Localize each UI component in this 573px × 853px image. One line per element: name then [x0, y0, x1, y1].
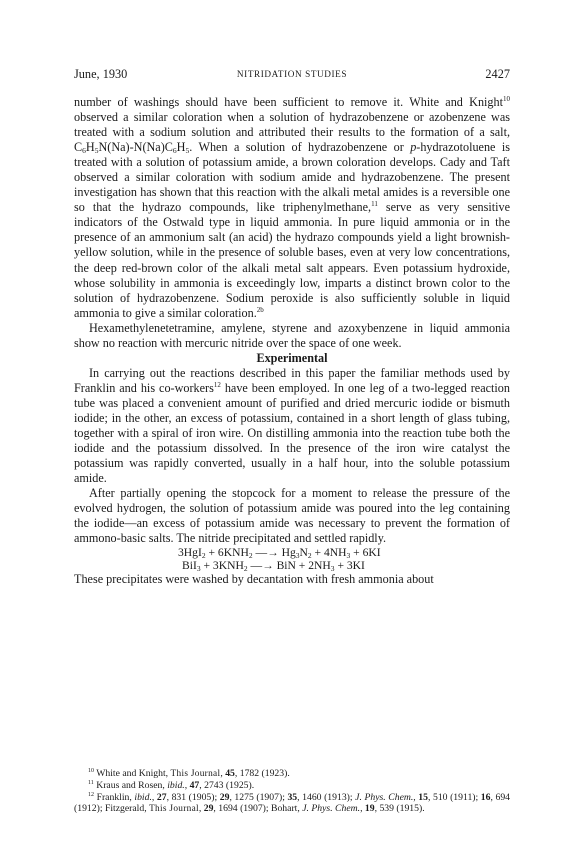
section-heading: Experimental: [256, 350, 328, 365]
paragraph-3: In carrying out the reactions described in this paper the familiar methods used by Franklin and his co-workers$^{12}$ have been employed. In one leg of a two-legged reaction tube was placed a convenient amount of purified and dried mercuric iodide or bismuth iodide; in the other, an excess of potassium, contained in a short length of glass tubing, together with a spiral of iron wire. On distilling ammonia into the reaction tube both the iodide and the potassium dissolved. In the presence of the iron wire catalyst the potassium was rapidly converted, usually in a half hour, into the soluble potassium amide.: [74, 365, 510, 486]
equation-1: $3HgI_2 + 6KNH_2$ —→ $Hg_3N_2 + 4NH_3 + 6KI$: [178, 546, 381, 561]
reaction-arrow: —→: [252, 546, 282, 560]
running-title: NITRIDATION STUDIES: [236, 69, 348, 79]
footnote-10: $^{10}$ White and Knight, This Journal, 45, 1782 (1923).: [88, 768, 290, 779]
paragraph-1: number of washings should have been sufficient to remove it. White and Knight$^{10}$ observed a similar coloration when a solution of hydrazobenzene or azobenzene was treated with a sodium solution and attributed their results to the formation of a salt, $C_6H_5N(Na)-N(Na)C_6H_5$. When a solution of hydrazobenzene or p-hydrazotoluene is treated with a solution of potassium amide, a brown coloration develops. Cady and Taft observed a similar coloration with sodium amide and hydrazobenzene. The present investigation has shown that this reaction with the alkali metal amides is a reversible one so that the hydrazo compounds, like triphenylmethane,$^{11}$ serve as very sensitive indicators of the Ostwald type in liquid ammonia. In pure liquid ammonia or in the presence of an ammonium salt (an acid) the hydrazo compounds yield a light brownish-yellow solution, while in the presence of soluble bases, even at very low concentrations, the deep red-brown color of the alkali metal salt appears. Even potassium hydroxide, whose solubility in ammonia is exceedingly low, imparts a distinct brown color to the solution of hydrazobenzene. Sodium peroxide is also sufficiently soluble in liquid ammonia to give a similar coloration.$^{2b}$: [74, 95, 511, 320]
header-date: June, 1930: [74, 67, 128, 81]
equation-2: $BiI_3 + 3KNH_2$ —→ BiN + $2NH_3 + 3KI$: [182, 559, 365, 574]
paragraph-5: These precipitates were washed by decantation with fresh ammonia about: [74, 572, 434, 587]
paragraph-2: Hexamethylenetetramine, amylene, styrene and azoxybenzene in liquid ammonia show no reaction with mercuric nitride over the space of one week.: [74, 320, 510, 350]
footnote-ref-10: 10: [503, 95, 510, 103]
paragraph-4: After partially opening the stopcock for a moment to release the pressure of the evolved hydrogen, the solution of potassium amide was poured into the leg containing the iodide—an excess of potassium amide was necessary to prevent the formation of ammono-basic salts. The nitride precipitated and settled rapidly.: [74, 486, 510, 546]
footnote-ref-11: 11: [371, 200, 378, 209]
page-header: [74, 66, 510, 82]
footnote-11: $^{11}$ Kraus and Rosen, ibid., 47, 2743 (1925).: [88, 780, 255, 792]
footnote-12: $^{12}$ Franklin, ibid., 27, 831 (1905); 29, 1275 (1907); 35, 1460 (1913); J. Phys. Chem., 15, 510 (1911); 16, 694 (1912); Fitzgerald, This Journal, 29, 1694 (1907); Bohart, J. Phys. Chem., 19, 539 (1915).: [74, 791, 511, 815]
body-text: [74, 95, 510, 587]
reaction-arrow: —→: [247, 559, 277, 573]
page-number: 2427: [485, 67, 510, 81]
footnote-ref-2b: 2b: [256, 305, 264, 314]
footnotes: [74, 768, 510, 816]
footnote-ref-12: 12: [213, 380, 221, 389]
